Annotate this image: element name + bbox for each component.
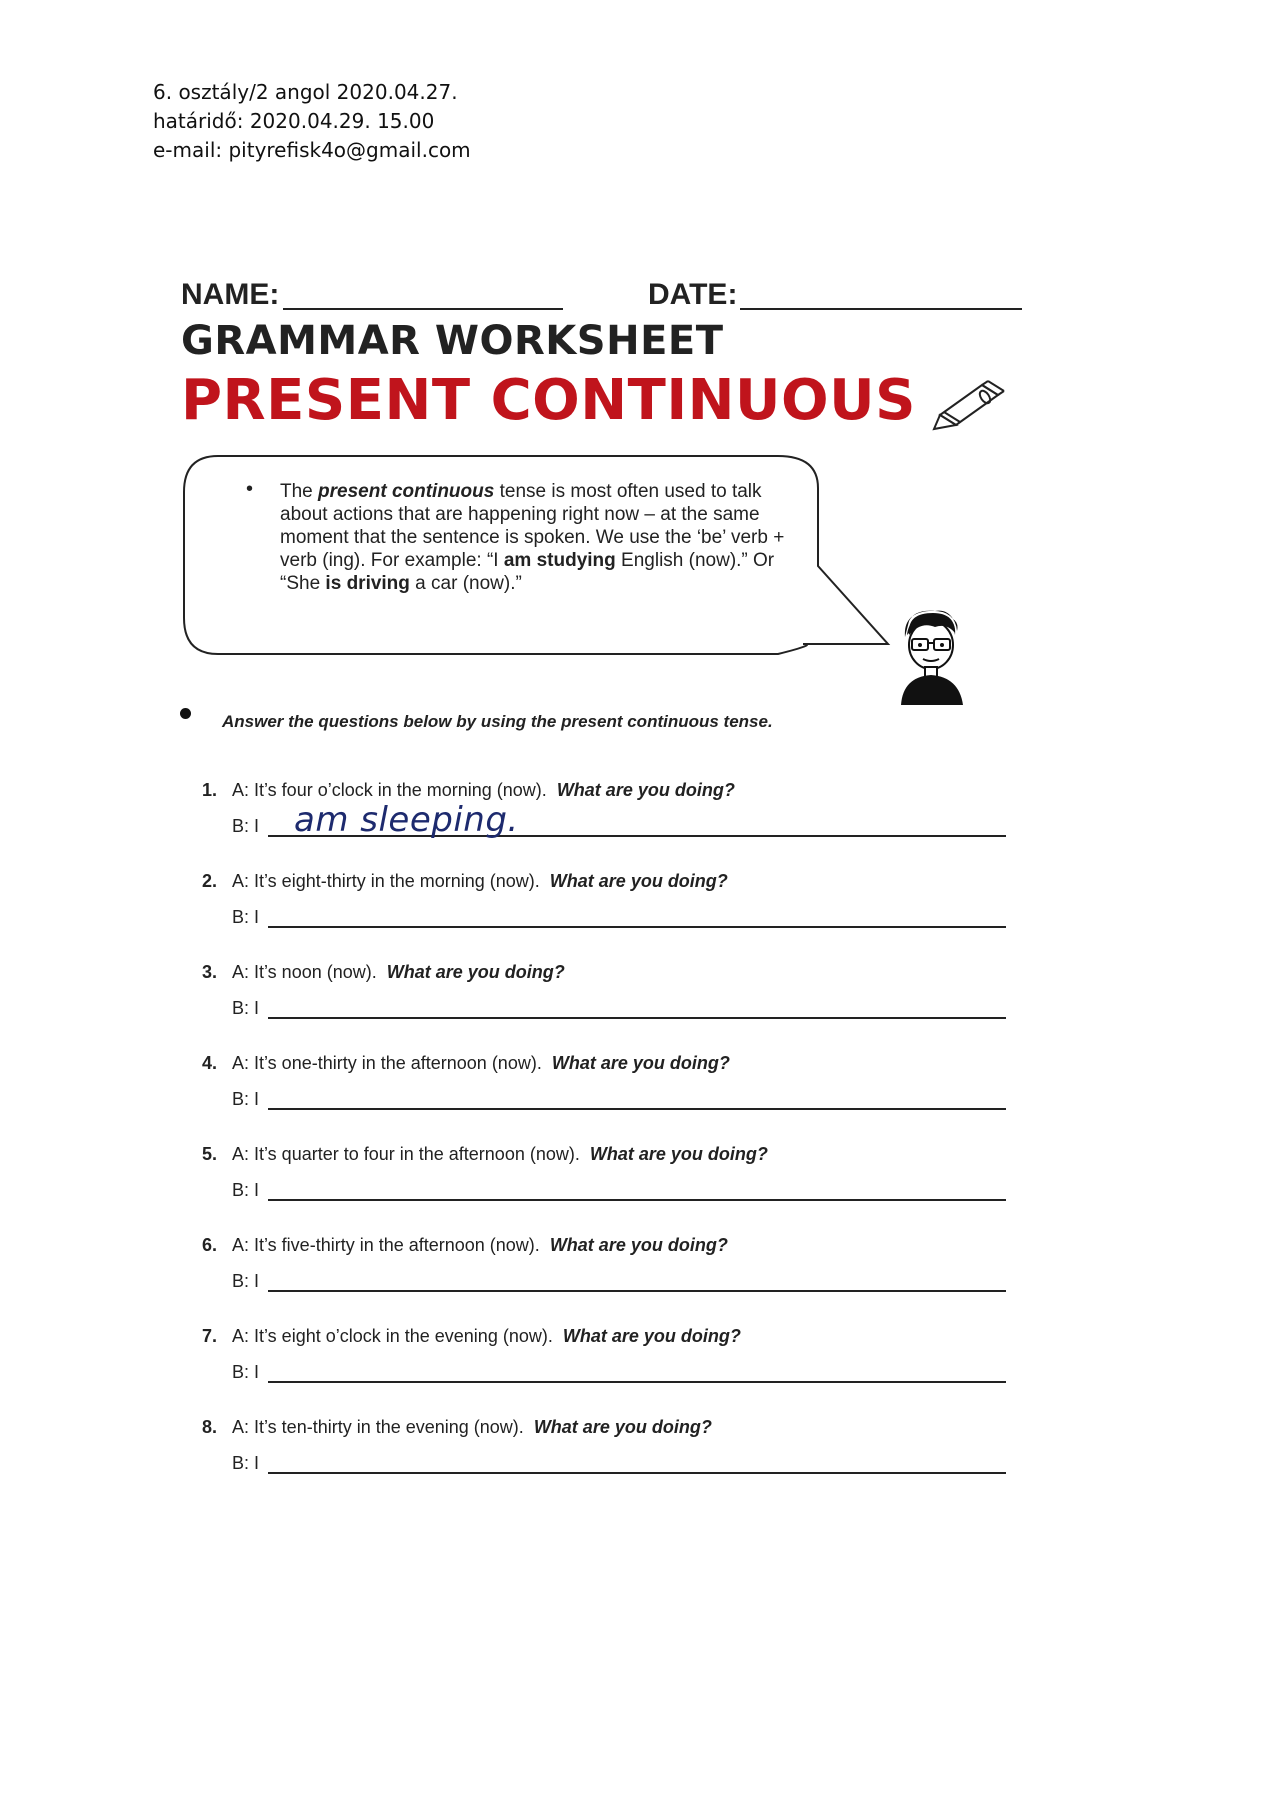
answer-line[interactable] [268,1199,1006,1201]
header-class-line: 6. osztály/2 angol 2020.04.27. [153,80,458,104]
answer-line[interactable] [268,1290,1006,1292]
worksheet-title: GRAMMAR WORKSHEET [181,318,724,364]
question-text: A: It’s four o’clock in the morning (now). What are you doing? [232,780,735,800]
answer-line[interactable] [268,1017,1006,1019]
question-number: 6. [202,1235,218,1255]
date-field-line[interactable] [740,308,1022,310]
name-label: NAME: [181,278,280,311]
question-number: 2. [202,871,218,891]
answer-label: B: I [232,998,260,1018]
answer-label: B: I [232,1089,260,1109]
question-number: 5. [202,1144,218,1164]
question-number: 7. [202,1326,218,1346]
instruction-text: Answer the questions below by using the present continuous tense. [222,712,773,731]
student-cartoon-icon [895,605,975,705]
answer-line[interactable] [268,1472,1006,1474]
answer-line[interactable] [268,1381,1006,1383]
answer-line[interactable] [268,926,1006,928]
worksheet-subtitle: PRESENT CONTINUOUS [181,368,916,433]
answer-label: B: I [232,816,260,836]
question-number: 1. [202,780,218,800]
answer-label: B: I [232,907,260,927]
explanation-text: The present continuous tense is most often used to talk about actions that are happening right now – at the same moment that the sentence is spoken. We use the ‘be’ verb + verb (ing). For example: “I am studying English (now).” Or “She is driving a car (now).” [280,481,785,594]
answer-label: B: I [232,1180,260,1200]
name-field-line[interactable] [283,308,563,310]
question-text: A: It’s one-thirty in the afternoon (now). What are you doing? [232,1053,730,1073]
answer-label: B: I [232,1362,260,1382]
header-email-line: e-mail: pityrefisk4o@gmail.com [153,138,471,162]
instruction-bullet [180,708,191,719]
question-text: A: It’s five-thirty in the afternoon (now). What are you doing? [232,1235,728,1255]
question-number: 4. [202,1053,218,1073]
question-text: A: It’s ten-thirty in the evening (now). What are you doing? [232,1417,712,1437]
question-number: 3. [202,962,218,982]
question-text: A: It’s quarter to four in the afternoon (now). What are you doing? [232,1144,768,1164]
handwritten-answer: am sleeping. [294,800,519,840]
answer-label: B: I [232,1453,260,1473]
header-deadline-line: határidő: 2020.04.29. 15.00 [153,109,435,133]
question-number: 8. [202,1417,218,1437]
question-text: A: It’s eight-thirty in the morning (now). What are you doing? [232,871,728,891]
date-label: DATE: [648,278,738,311]
bubble-bullet: • [246,478,254,500]
answer-line[interactable] [268,1108,1006,1110]
pencil-icon [930,375,1010,431]
question-text: A: It’s noon (now). What are you doing? [232,962,565,982]
question-text: A: It’s eight o’clock in the evening (now). What are you doing? [232,1326,741,1346]
answer-label: B: I [232,1271,260,1291]
